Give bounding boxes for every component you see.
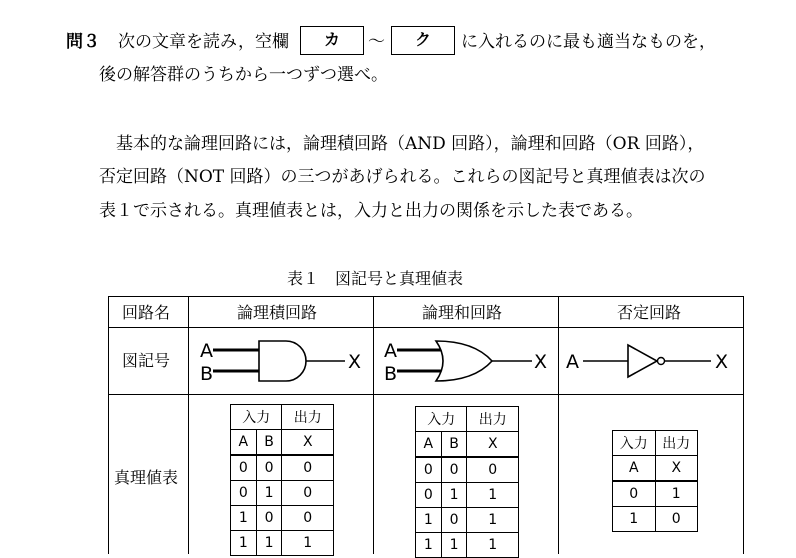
truth-header-input: 入力 [231,405,282,430]
truth-cell: 0 [441,508,467,533]
truth-cell: 0 [256,455,282,481]
truth-cell: 0 [467,457,519,483]
not-input-a-label: A [566,351,579,373]
paragraph-line-2: 否定回路（NOT 回路）の三つがあげられる。これらの図記号と真理値表は次の [99,167,706,187]
row-header-symbol: 図記号 [122,351,171,370]
or-gate-icon [436,341,492,381]
truth-cell: 1 [467,533,519,558]
row-header-name: 回路名 [122,303,171,322]
question-text-before: 次の文章を読み，空欄 [118,32,290,52]
truth-cell: 0 [655,507,698,532]
table-row [613,481,698,507]
truth-header-input: 入力 [416,407,467,432]
truth-col-x: X [655,456,698,482]
and-input-b-label: B [200,363,214,385]
and-gate-symbol [189,328,373,394]
and-truth-table [230,404,334,556]
table-row [416,508,519,533]
truth-cell: 0 [282,481,334,506]
truth-cell: 1 [256,481,282,506]
or-input-a-label: A [384,340,397,362]
table-row [231,506,334,531]
truth-cell: 1 [613,507,656,532]
truth-cell: 0 [282,506,334,531]
truth-cell: 1 [467,483,519,508]
truth-cell: 0 [416,457,442,483]
truth-cell: 0 [231,455,257,481]
column-header-and: 論理積回路 [237,303,318,322]
truth-header-output: 出力 [655,431,698,456]
tilde: ～ [368,32,385,52]
not-gate-symbol [559,328,743,394]
truth-cell: 1 [231,506,257,531]
truth-cell: 0 [613,481,656,507]
blank-ku: ク [391,26,455,55]
or-truth-table [415,406,519,558]
not-gate-icon [628,345,657,377]
truth-cell: 0 [231,481,257,506]
truth-col-a: A [613,456,656,482]
question-text-after: に入れるのに最も適当なものを， [461,32,716,52]
paragraph-line-1: 基本的な論理回路には，論理積回路（AND 回路），論理和回路（OR 回路）， [116,134,705,154]
truth-cell: 1 [655,481,698,507]
truth-cell: 1 [441,533,467,558]
truth-cell: 0 [256,506,282,531]
table-row [231,531,334,556]
table-row [613,507,698,532]
truth-header-input: 入力 [613,431,656,456]
truth-cell: 0 [282,455,334,481]
truth-cell: 1 [282,531,334,556]
truth-header-output: 出力 [282,405,334,430]
question-text-line2: 後の解答群のうちから一つずつ選べ。 [99,65,388,85]
truth-col-b: B [256,430,282,456]
truth-col-b: B [441,432,467,458]
question-number: 問３ [66,32,100,52]
not-truth-table [612,430,698,532]
truth-col-x: X [282,430,334,456]
truth-cell: 1 [416,508,442,533]
table-row [231,455,334,481]
or-gate-symbol [374,328,558,394]
paragraph-line-3: 表１で示される。真理値表とは，入力と出力の関係を示した表である。 [99,201,643,221]
truth-cell: 1 [467,508,519,533]
column-header-not: 否定回路 [617,303,682,322]
truth-col-a: A [231,430,257,456]
truth-col-x: X [467,432,519,458]
truth-cell: 1 [256,531,282,556]
row-header-truth: 真理値表 [114,468,179,487]
blank-ka: カ [300,26,364,55]
table-row [416,457,519,483]
not-output-label: X [715,351,729,373]
truth-cell: 1 [231,531,257,556]
table-row [416,483,519,508]
and-output-label: X [348,351,362,373]
or-output-label: X [534,351,548,373]
and-input-a-label: A [200,340,213,362]
truth-col-a: A [416,432,442,458]
or-input-b-label: B [384,363,398,385]
truth-cell: 0 [416,483,442,508]
column-header-or: 論理和回路 [422,303,503,322]
and-gate-icon [259,341,306,381]
table-divider [108,394,744,395]
table-row [231,481,334,506]
truth-cell: 1 [441,483,467,508]
truth-header-output: 出力 [467,407,519,432]
table-caption: 表１ 図記号と真理値表 [287,269,464,288]
truth-cell: 1 [416,533,442,558]
truth-cell: 0 [441,457,467,483]
